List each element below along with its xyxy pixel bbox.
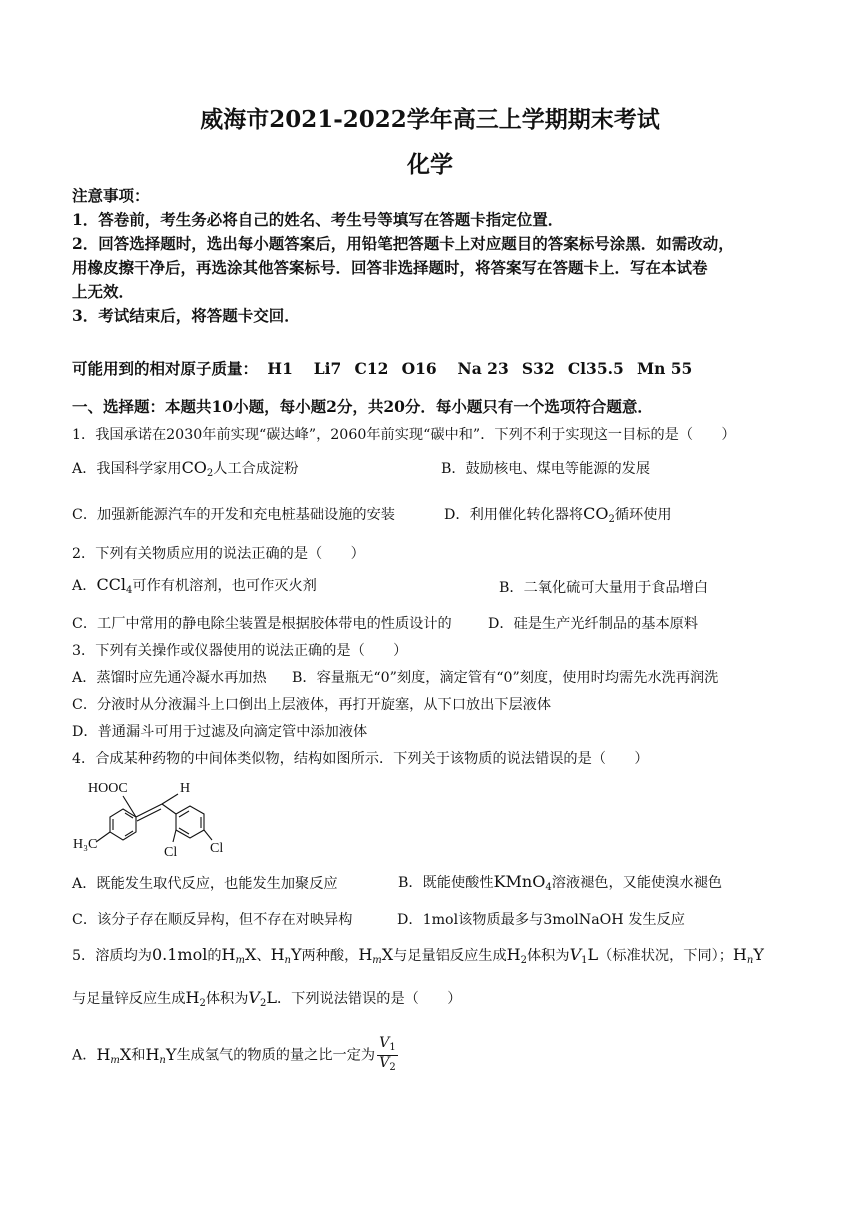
q2-option-c: C．工厂中常用的静电除尘装置是根据胶体带电的性质设计的	[72, 616, 452, 632]
q4-option-d: D．1mol该物质最多与3molNaOH 发生反应	[397, 912, 685, 928]
notice-item: 2．回答选择题时，选出每小题答案后，用铅笔把答题卡上对应题目的答案标号涂黑．如需改动，	[72, 234, 734, 253]
q4-option-a: A．既能发生取代反应，也能发生加聚反应	[72, 876, 338, 892]
mol-label-hooc: HOOC	[88, 781, 128, 796]
q5-text: 5．溶质均为	[72, 948, 152, 964]
q5-text: 体积为	[205, 991, 249, 1007]
atomic-mass-value: Li7	[313, 359, 342, 378]
q3-option-c: C．分液时从分液漏斗上口倒出上层液体，再打开旋塞，从下口放出下层液体	[72, 697, 552, 713]
notice-item: 1．答卷前，考生务必将自己的姓名、考生号等填写在答题卡指定位置．	[72, 210, 564, 229]
mol-label-cl: Cl	[210, 841, 224, 856]
q1-option-b: B．鼓励核电、煤电等能源的发展	[441, 461, 651, 477]
q5-text: 的	[207, 948, 222, 964]
q2-option-b: B．二氧化硫可大量用于食品增白	[499, 580, 709, 596]
q5-text: 与足量铝反应生成	[393, 948, 507, 964]
atomic-mass-line	[72, 357, 692, 379]
q1-option-a: A．我国科学家用$CO_2$人工合成淀粉	[72, 458, 299, 479]
q5-option-a: A．$H_mX$和$H_nY$生成氢气的物质的量之比一定为 $\frac{V_1}{V_2}$	[72, 1035, 396, 1073]
q1-option-a-text: A．我国科学家用	[72, 461, 182, 477]
q2-option-a: A．CCl$_4$可作有机溶剂，也可作灭火剂	[72, 575, 317, 596]
q1-option-d-text: D．利用催化转化器将	[444, 507, 584, 523]
q1-stem: 1．我国承诺在2030年前实现“碳达峰”，2060年前实现“碳中和”．下列不利于实现这一目标的是（ ）	[72, 427, 736, 443]
mol-label-h3c: H₃C	[73, 837, 98, 852]
q2-stem: 2．下列有关物质应用的说法正确的是（ ）	[72, 546, 365, 562]
q3-option-b: B．容量瓶无“0”刻度，滴定管有“0”刻度，使用时均需先水洗再润洗	[292, 670, 719, 686]
q5-text: 、	[256, 948, 271, 964]
atomic-mass-value: O16	[401, 359, 437, 378]
q5-text: （标准状况，下同）；	[598, 948, 733, 964]
atomic-mass-value: Cl35.5	[567, 359, 624, 378]
notice-heading: 注意事项：	[72, 186, 150, 205]
q3-option-d: D．普通漏斗可用于过滤及向滴定管中添加液体	[72, 724, 368, 740]
atomic-mass-value: Mn 55	[636, 359, 693, 378]
exam-subject: 化学	[407, 151, 453, 178]
q3-option-a: A．蒸馏时应先通冷凝水再加热	[72, 670, 267, 686]
notice-item: 用橡皮擦干净后，再选涂其他答案标号．回答非选择题时，将答案写在答题卡上．写在本试卷	[72, 258, 708, 277]
q4-stem: 4．合成某种药物的中间体类似物，结构如图所示．下列关于该物质的说法错误的是（ ）	[72, 751, 649, 767]
q1-option-c: C．加强新能源汽车的开发和充电桩基础设施的安装	[72, 507, 395, 523]
q5-text: 体积为	[526, 948, 570, 964]
v1-over-v2-fraction: $\frac{V_1}{V_2}$	[379, 1035, 396, 1073]
mol-label-h: H	[180, 781, 191, 796]
q4-option-c: C．该分子存在顺反异构，但不存在对映异构	[72, 912, 353, 928]
atomic-mass-label: 可能用到的相对原子质量：	[72, 359, 259, 378]
molecule-structure-diagram	[73, 776, 256, 860]
q5-stem-line1: 5．溶质均为0.1mol的$H_mX$、$H_nY$两种酸，$H_mX$与足量铝反应生成$H_2$体积为$V_1L$（标准状况，下同）；$H_nY$	[72, 945, 764, 966]
q4-option-b-text: B．既能使酸性	[398, 875, 494, 891]
q5-text: 两种酸，	[301, 948, 359, 964]
atomic-mass-value: C12	[354, 359, 389, 378]
notice-item: 上无效．	[72, 282, 135, 301]
section-heading: 一、选择题：本题共10小题，每小题2分，共20分．每小题只有一个选项符合题意．	[72, 397, 653, 416]
atomic-mass-value: H1	[267, 359, 293, 378]
q2-option-a-label: A．	[72, 578, 97, 594]
exam-title: 威海市2021-2022学年高三上学期期末考试	[200, 106, 660, 133]
notice-block	[72, 184, 796, 328]
q2-option-a-text: 可作有机溶剂，也可作灭火剂	[132, 578, 317, 594]
q2-option-d: D．硅是生产光纤制品的基本原料	[488, 616, 699, 632]
q5-text: ．下列说法错误的是（ ）	[276, 991, 462, 1007]
q5-stem-line2: 与足量锌反应生成$H_2$体积为$V_2L$．下列说法错误的是（ ）	[72, 988, 462, 1009]
atomic-mass-value: S32	[521, 359, 555, 378]
q5-option-a-label: A．	[72, 1047, 97, 1064]
mol-label-cl: Cl	[164, 845, 178, 860]
q1-option-a-text-end: 人工合成淀粉	[213, 461, 299, 477]
atomic-mass-value: Na 23	[457, 359, 509, 378]
q1-option-d-text-end: 循环使用	[614, 507, 672, 523]
q3-stem: 3．下列有关操作或仪器使用的说法正确的是（ ）	[72, 643, 408, 659]
q4-option-b-text-end: 溶液褪色，又能使溴水褪色	[551, 875, 722, 891]
q5-text: 与足量锌反应生成	[72, 991, 186, 1007]
notice-item: 3．考试结束后，将答题卡交回．	[72, 306, 300, 325]
q4-option-b: B．既能使酸性KMnO$_4$溶液褪色，又能使溴水褪色	[398, 872, 722, 893]
q5-option-a-text-end: 生成氢气的物质的量之比一定为	[176, 1047, 376, 1064]
q1-option-d: D．利用催化转化器将$CO_2$循环使用	[444, 504, 672, 525]
q5-option-a-text: 和	[131, 1047, 146, 1064]
